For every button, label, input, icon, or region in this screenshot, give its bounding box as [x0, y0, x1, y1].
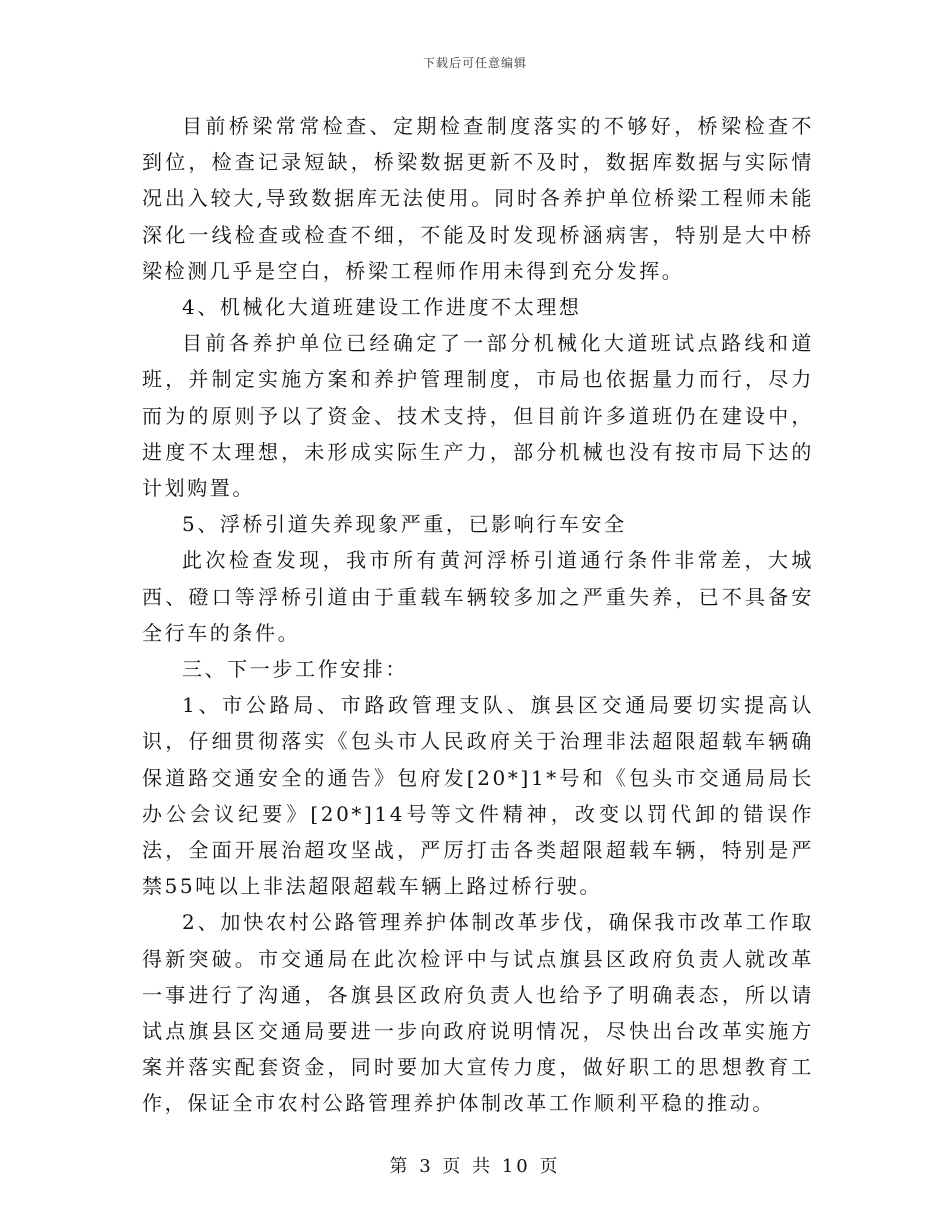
paragraph-overload-control: 1、市公路局、市路政管理支队、旗县区交通局要切实提高认识，仔细贯彻落实《包头市人民政府关于治理非法超限超载车辆确保道路交通安全的通告》包府发[20*]1*号和《包头市交通局局长办公会议纪要》[20*]14号等文件精神，改变以罚代卸的错误作法，全面开展治超攻坚战，严厉打击各类超限超载车辆，特别是严禁55吨以上非法超限超载车辆上路过桥行驶。	[142, 693, 814, 899]
paragraph-mechanized-crew: 目前各养护单位已经确定了一部分机械化大道班试点路线和道班，并制定实施方案和养护管理制度，市局也依据量力而行，尽力而为的原则予以了资金、技术支持，但目前许多道班仍在建设中，进度不太理想，未形成实际生产力，部分机械也没有按市局下达的计划购置。	[142, 331, 814, 501]
heading-pontoon-approach: 5、浮桥引道失养现象严重，已影响行车安全	[182, 512, 627, 537]
paragraph-pontoon-approach: 此次检查发现，我市所有黄河浮桥引道通行条件非常差，大城西、磴口等浮桥引道由于重载车辆较多加之严重失养，已不具备安全行车的条件。	[142, 548, 814, 645]
document-body	[142, 108, 814, 1122]
paragraph-bridge-inspection: 目前桥梁常常检查、定期检查制度落实的不够好，桥梁检查不到位，检查记录短缺，桥梁数据更新不及时，数据库数据与实际情况出入较大,导致数据库无法使用。同时各养护单位桥梁工程师未能深化一线检查或检查不细，不能及时发现桥涵病害，特别是大中桥梁检测几乎是空白，桥梁工程师作用未得到充分发挥。	[142, 114, 814, 283]
page-number-footer: 第 3 页 共 10 页	[389, 1156, 561, 1177]
section-heading-next-steps: 三、下一步工作安排：	[182, 657, 408, 682]
paragraph-rural-road-reform: 2、加快农村公路管理养护体制改革步伐，确保我市改革工作取得新突破。市交通局在此次检评中与试点旗县区政府负责人就改革一事进行了沟通，各旗县区政府负责人也给予了明确表态，所以请试点旗县区交通局要进一步向政府说明情况，尽快出台改革实施方案并落实配套资金，同时要加大宣传力度，做好职工的思想教育工作，保证全市农村公路管理养护体制改革工作顺利平稳的推动。	[142, 910, 814, 1116]
page-header: 下载后可任意编辑	[422, 56, 527, 70]
heading-mechanized-crew: 4、机械化大道班建设工作进度不太理想	[182, 295, 582, 320]
